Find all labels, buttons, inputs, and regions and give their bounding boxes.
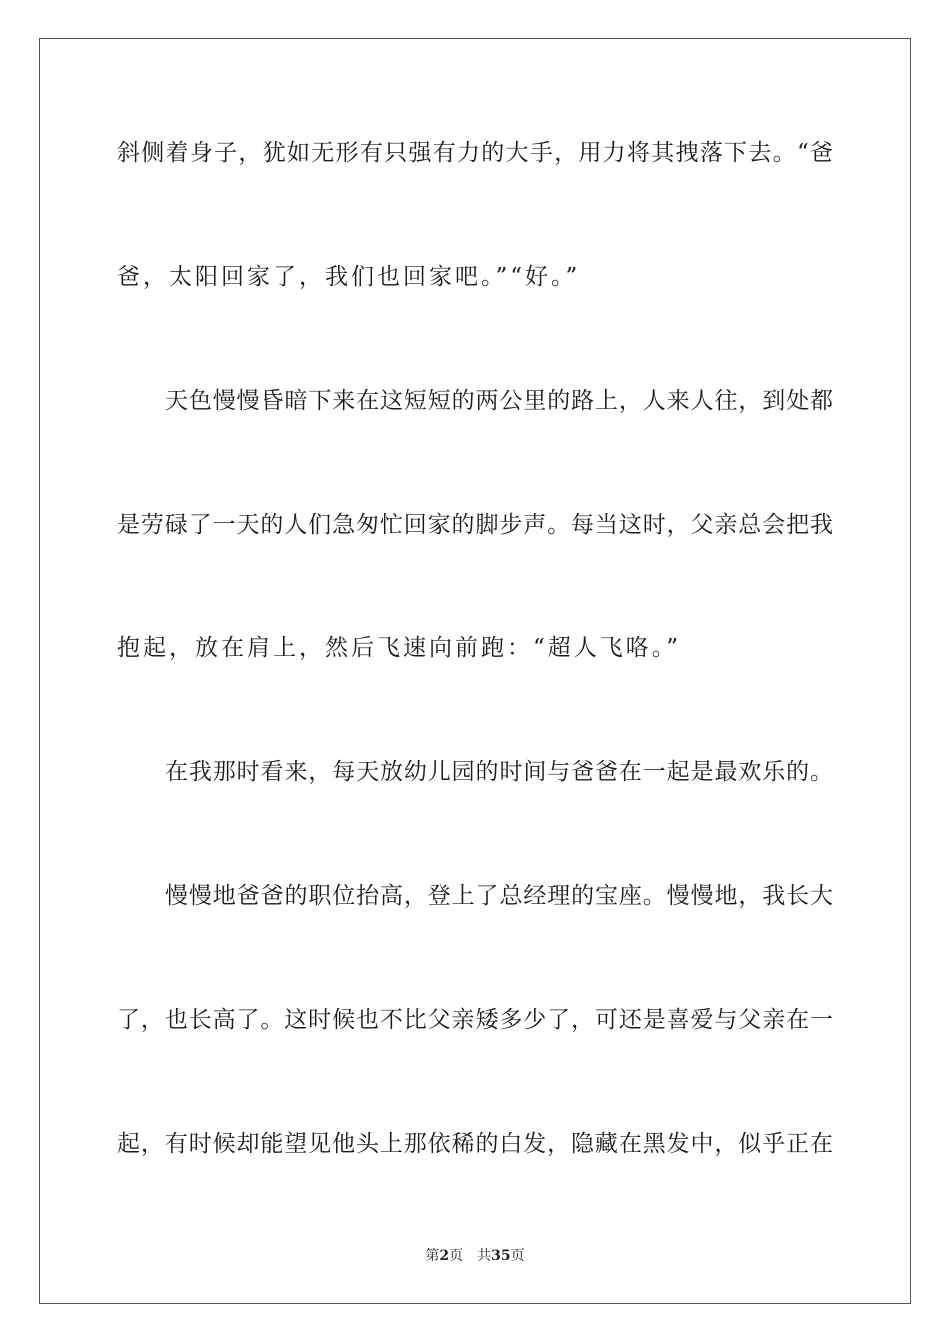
paragraph-line-8: 了，也长高了。这时候也不比父亲矮多少了，可还是喜爱与父亲在一 xyxy=(117,1007,833,1033)
footer-page-number: 2 xyxy=(439,1248,450,1264)
footer-total-prefix: 共 xyxy=(477,1248,492,1264)
page-footer xyxy=(0,1247,950,1265)
paragraph-line-3: 天色慢慢昏暗下来在这短短的两公里的路上，人来人往，到处都 xyxy=(165,388,833,414)
page-border xyxy=(39,38,911,1304)
footer-total-suffix: 页 xyxy=(510,1248,525,1264)
paragraph-line-9: 起，有时候却能望见他头上那依稀的白发，隐藏在黑发中，似乎正在 xyxy=(117,1131,833,1157)
paragraph-line-6: 在我那时看来，每天放幼儿园的时间与爸爸在一起是最欢乐的。 xyxy=(165,759,833,785)
footer-page-prefix: 第 xyxy=(425,1248,440,1264)
paragraph-line-1: 斜侧着身子，犹如无形有只强有力的大手，用力将其拽落下去。“爸 xyxy=(117,140,833,166)
footer-total-pages: 35 xyxy=(491,1248,511,1264)
footer-page-suffix: 页 xyxy=(449,1248,464,1264)
paragraph-line-7: 慢慢地爸爸的职位抬高，登上了总经理的宝座。慢慢地，我长大 xyxy=(165,883,833,909)
paragraph-line-2: 爸，太阳回家了，我们也回家吧。”“好。” xyxy=(117,264,581,290)
paragraph-line-5: 抱起，放在肩上，然后飞速向前跑：“超人飞咯。” xyxy=(117,635,682,661)
paragraph-line-4: 是劳碌了一天的人们急匆忙回家的脚步声。每当这时，父亲总会把我 xyxy=(117,512,833,538)
